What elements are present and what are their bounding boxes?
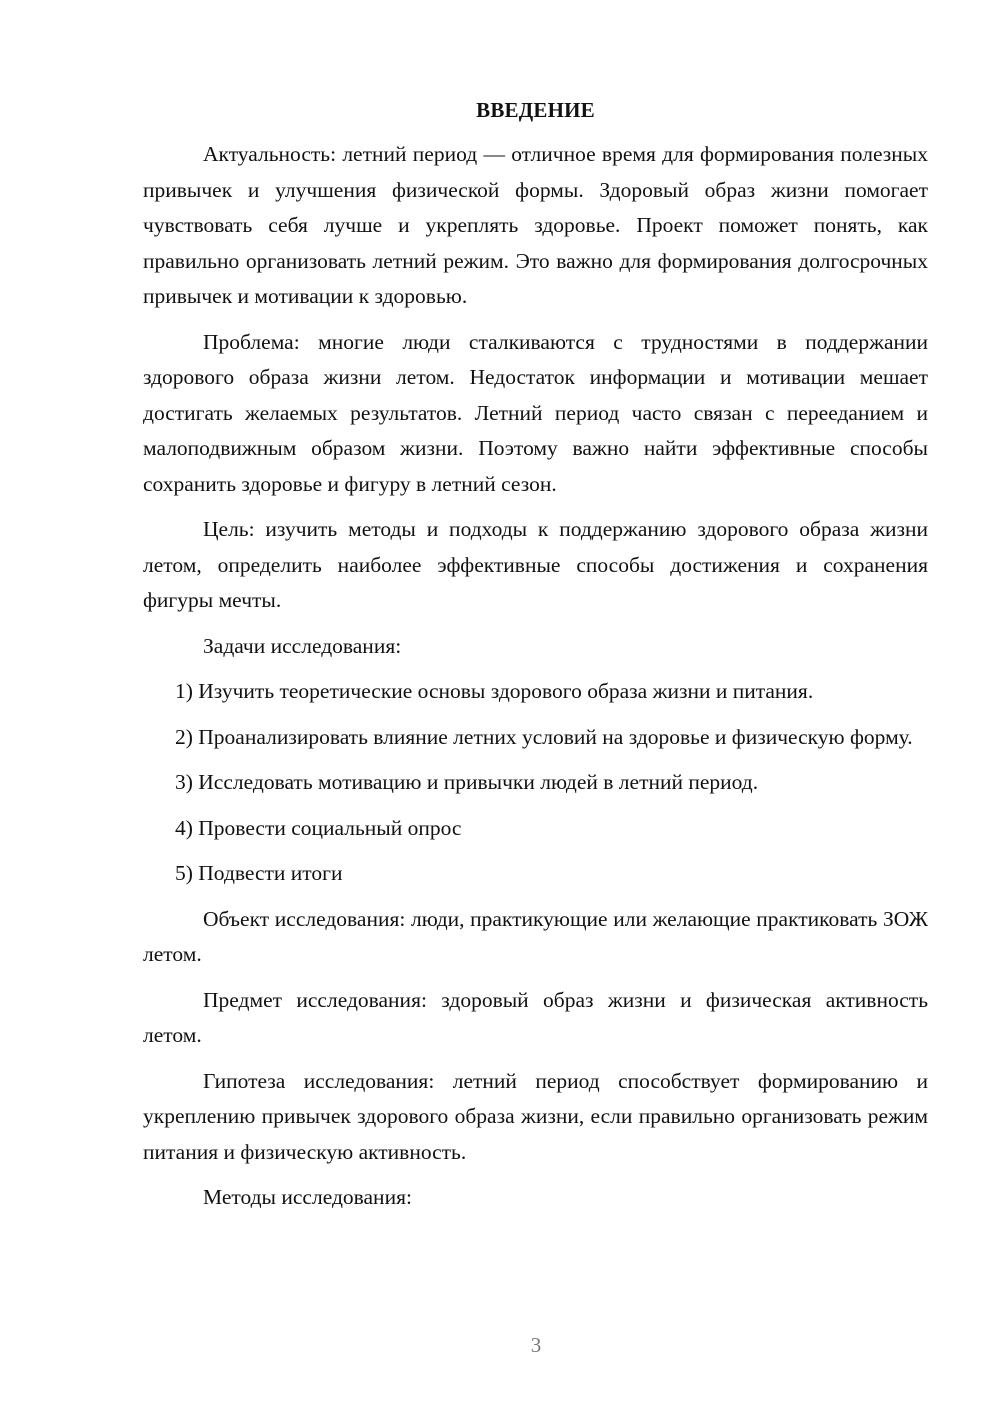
paragraph-subject: Предмет исследования: здоровый образ жизни и физическая активность летом. xyxy=(143,987,928,1047)
tasks-title: Задачи исследования: xyxy=(203,633,402,658)
paragraph-problem: Проблема: многие люди сталкиваются с трудностями в поддержании здорового образа жизни летом. Недостаток информации и мотивации мешает достигать желаемых результатов. Летний период часто связан с перееданием и малоподвижным образом жизни. Поэтому важно найти эффективные способы сохранить здоровье и фигуру в летний сезон. xyxy=(143,329,928,496)
tasks-list xyxy=(143,674,928,892)
task-item: 5) Подвести итоги xyxy=(175,861,343,885)
page-number: 3 xyxy=(530,1333,542,1357)
paragraph-hypothesis: Гипотеза исследования: летний период способствует формированию и укреплению привычек здорового образа жизни, если правильно организовать режим питания и физическую активность. xyxy=(143,1068,928,1164)
task-item: 2) Проанализировать влияние летних условий на здоровье и физическую форму. xyxy=(175,724,913,749)
task-item: 1) Изучить теоретические основы здорового образа жизни и питания. xyxy=(175,679,814,703)
paragraph-goal: Цель: изучить методы и подходы к поддержанию здорового образа жизни летом, определить наиболее эффективные способы достижения и сохранения фигуры мечты. xyxy=(143,517,928,612)
paragraph-relevance: Актуальность: летний период — отличное время для формирования полезных привычек и улучшения физической формы. Здоровый образ жизни помогает чувствовать себя лучше и укреплять здоровье. Проект поможет понять, как правильно организовать летний режим. Это важно для формирования долгосрочных привычек и мотивации к здоровью. xyxy=(143,142,928,308)
section-heading: ВВЕДЕНИЕ xyxy=(476,98,595,122)
methods-title: Методы исследования: xyxy=(203,1185,412,1209)
paragraph-object: Объект исследования: люди, практикующие или желающие практиковать ЗОЖ летом. xyxy=(143,906,928,966)
task-item: 4) Провести социальный опрос xyxy=(175,815,462,840)
page-content xyxy=(143,95,928,1226)
task-item: 3) Исследовать мотивацию и привычки людей в летний период. xyxy=(175,770,759,794)
